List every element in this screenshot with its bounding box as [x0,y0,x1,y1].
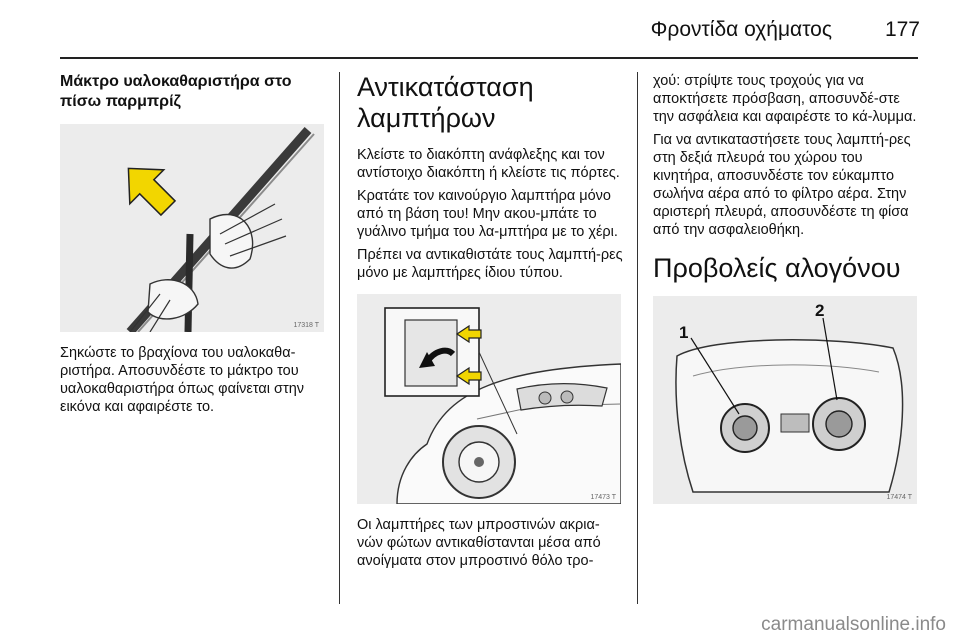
headlight-assembly-figure [653,296,917,504]
figure-code: 17473 T [590,494,616,501]
bulb-paragraph-type: Πρέπει να αντικαθιστάτε τους λαμπτή-ρες μόνο με λαμπτήρες ίδιου τύπου. [357,247,623,281]
column-3 [653,72,919,504]
header-divider [60,57,918,59]
wiper-blade-illustration [60,124,324,332]
page-header-title: Φροντίδα οχήματος [650,18,832,41]
bulb-paragraph-ignition: Κλείστε το διακόπτη ανάφλεξης και τον αντίστοιχο διακόπτη ή κλείστε τις πόρτες. [357,147,620,181]
engine-bay-paragraph: Για να αντικαταστήσετε τους λαμπτή-ρες στη δεξιά πλευρά του χώρου του κινητήρα, αποσυνδέστε τον εύκαμπτο σωλήνα αέρα από το φίλτρο αέρα. Στην αριστερή πλευρά, αποσυνδέστε τη φίσα από την ασφαλειοθήκη. [653,132,911,238]
halogen-headlights-heading: Προβολείς αλογόνου [653,253,901,283]
wiper-blade-instructions: Σηκώστε το βραχίονα του υαλοκαθα-ριστήρα. Αποσυνδέστε το μάκτρο του υαλοκαθαριστήρα όπως φαίνεται στην εικόνα και αφαιρέστε το. [60,345,305,415]
column-divider-left [339,72,340,604]
callout-label-2: 2 [815,301,825,320]
column-divider-right [637,72,638,604]
wiper-blade-heading: Μάκτρο υαλοκαθαριστήρα στο πίσω παρμπρίζ [60,73,292,110]
wheel-arch-illustration [357,294,621,504]
figure-code: 17318 T [293,322,319,329]
access-continued-paragraph: χού: στρίψτε τους τροχούς για να αποκτήσετε πρόσβαση, αποσυνδέ-στε την ασφάλεια και αφαιρέστε το κά-λυμμα. [653,73,917,125]
figure-code: 17474 T [886,494,912,501]
page-number: 177 [884,18,920,41]
headlight-illustration [653,296,917,504]
bulb-paragraph-access: Οι λαμπτήρες των μπροστινών ακρια-νών φώτων αντικαθίστανται μέσα από ανοίγματα στον μπροστινό θόλο τρο- [357,517,601,569]
callout-label-1: 1 [679,323,689,342]
wiper-blade-figure [60,124,324,332]
bulb-replacement-heading: Αντικατάσταση λαμπτήρων [357,72,534,133]
column-2 [357,72,623,575]
bulb-paragraph-handling: Κρατάτε τον καινούργιο λαμπτήρα μόνο από τη βάση του! Μην ακου-μπάτε το γυάλινο τμήμα του λα-μπτήρα με το χέρι. [357,188,618,240]
column-1 [60,72,326,421]
front-wheel-arch-figure [357,294,621,504]
watermark: carmanualsonline.info [761,614,946,635]
